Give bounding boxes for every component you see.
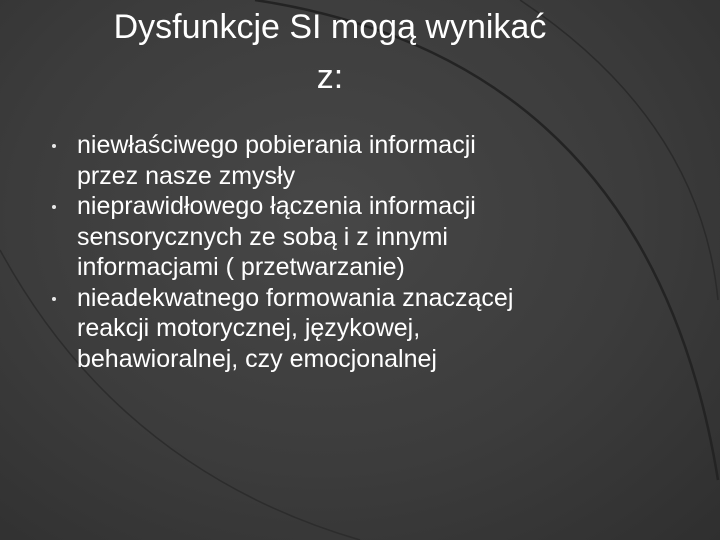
bullet-line: behawioralnej, czy emocjonalnej	[77, 344, 437, 373]
bullet-icon	[52, 297, 56, 301]
bullet-item	[0, 130, 640, 191]
bullet-line: przez nasze zmysły	[77, 161, 296, 190]
bullet-list	[0, 130, 640, 374]
bullet-icon	[52, 205, 56, 209]
bullet-line: informacjami ( przetwarzanie)	[77, 253, 405, 281]
title-line-2: z:	[316, 58, 344, 96]
bullet-icon	[52, 144, 56, 148]
bullet-line: nieprawidłowego łączenia informacji	[77, 192, 476, 220]
bullet-line: nieadekwatnego formowania znaczącej	[77, 283, 514, 312]
bullet-item	[0, 283, 640, 375]
bullet-line: reakcji motorycznej, językowej,	[77, 314, 421, 342]
slide-title	[0, 2, 660, 102]
bullet-item	[0, 191, 640, 283]
title-line-1: Dysfunkcje SI mogą wynikać	[113, 8, 547, 46]
bullet-line: niewłaściwego pobierania informacji	[77, 131, 476, 159]
bullet-line: sensorycznych ze sobą i z innymi	[77, 222, 448, 251]
